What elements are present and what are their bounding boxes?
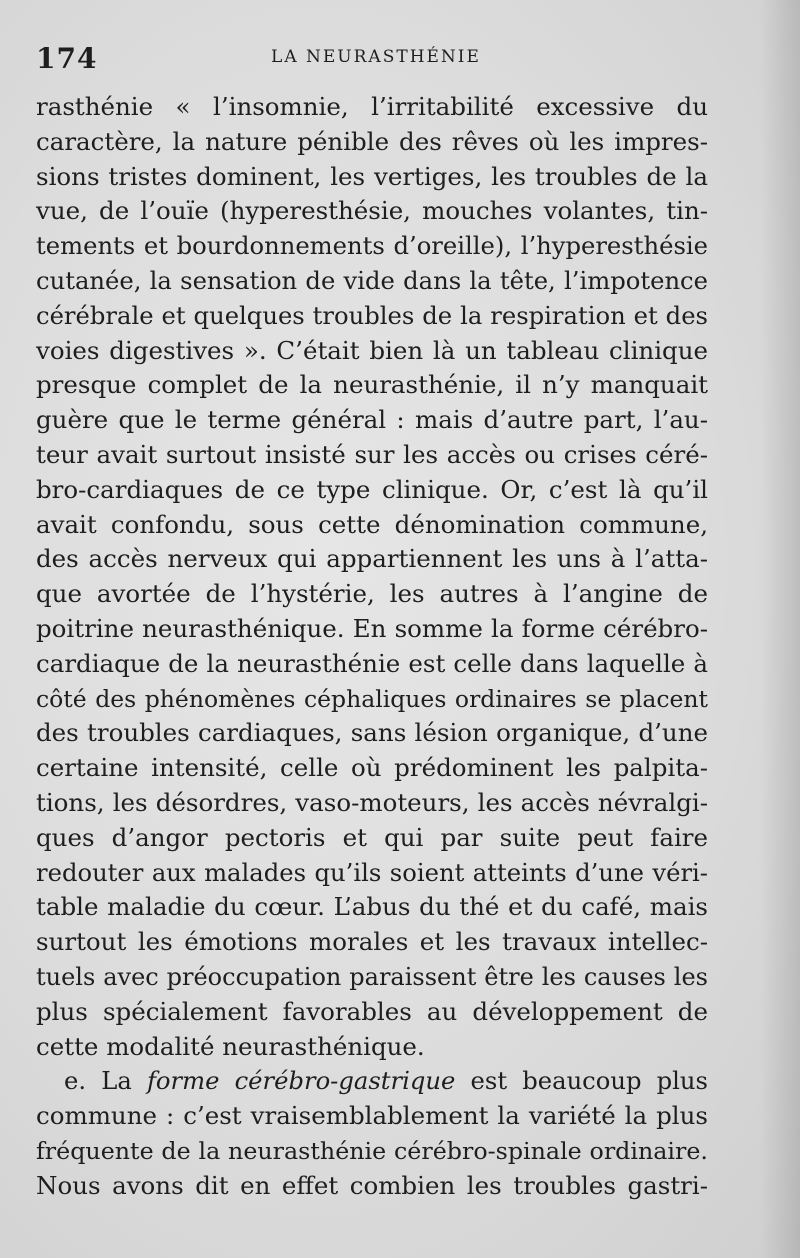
- text-line: avait confondu, sous cette dénomination commune,: [36, 509, 708, 539]
- running-header: [36, 42, 716, 78]
- text-line: certaine intensité, celle où prédominent les palpita-: [36, 753, 708, 783]
- text-line: poitrine neurasthénique. En somme la forme cérébro-: [36, 613, 708, 643]
- text-line: table maladie du cœur. L’abus du thé et du café, mais: [36, 892, 708, 922]
- section-first-line-rest: est beaucoup plus: [470, 1066, 708, 1096]
- section-e-heading-line: [36, 1064, 708, 1099]
- paragraph-last-line: cette modalité neurasthénique.: [36, 1031, 425, 1061]
- text-line: des troubles cardiaques, sans lésion organique, d’une: [36, 718, 708, 748]
- text-line: cérébrale et quelques troubles de la respiration et des: [36, 300, 708, 330]
- text-line: tuels avec préoccupation paraissent être les causes les: [36, 962, 708, 991]
- text-line: redouter aux malades qu’ils soient atteints d’une véri-: [36, 857, 708, 887]
- page-number: 174: [36, 42, 98, 75]
- text-line: cutanée, la sensation de vide dans la tête, l’impotence: [36, 265, 708, 295]
- section-article: La: [101, 1066, 132, 1096]
- text-line: voies digestives ». C’était bien là un tableau clinique: [36, 335, 708, 365]
- text-line: tements et bourdonnements d’oreille), l’hyperesthésie: [36, 231, 708, 261]
- text-line: bro-cardiaques de ce type clinique. Or, c’est là qu’il: [36, 474, 708, 504]
- text-line: guère que le terme général : mais d’autre part, l’au-: [36, 405, 708, 435]
- running-title: LA NEURASTHÉNIE: [271, 47, 481, 67]
- text-line: surtout les émotions morales et les travaux intellec-: [36, 927, 708, 957]
- text-line: Nous avons dit en effet combien les troubles gastri-: [36, 1170, 708, 1200]
- text-line: fréquente de la neurasthénie cérébro-spinale ordinaire.: [36, 1136, 708, 1165]
- section-letter: e.: [64, 1066, 87, 1096]
- text-line: cardiaque de la neurasthénie est celle dans laquelle à: [36, 648, 708, 678]
- text-line: sions tristes dominent, les vertiges, les troubles de la: [36, 161, 708, 191]
- body-text: [36, 90, 708, 1204]
- text-line: vue, de l’ouïe (hyperesthésie, mouches volantes, tin-: [36, 196, 708, 226]
- text-line: que avortée de l’hystérie, les autres à l’angine de: [36, 579, 708, 609]
- text-line: rasthénie « l’insomnie, l’irritabilité excessive du: [36, 92, 708, 121]
- text-line: ques d’angor pectoris et qui par suite peut faire: [36, 822, 708, 852]
- text-line: teur avait surtout insisté sur les accès ou crises céré-: [36, 439, 708, 469]
- text-line: tions, les désordres, vaso-moteurs, les accès névralgi-: [36, 787, 708, 817]
- text-line: côté des phénomènes céphaliques ordinaires se placent: [36, 684, 708, 713]
- section-title-italic: forme cérébro-gastrique: [146, 1066, 456, 1096]
- text-line: caractère, la nature pénible des rêves où les impres-: [36, 126, 708, 156]
- text-line: commune : c’est vraisemblablement la variété la plus: [36, 1101, 708, 1131]
- text-line: des accès nerveux qui appartiennent les uns à l’atta-: [36, 544, 708, 574]
- text-line: presque complet de la neurasthénie, il n’y manquait: [36, 370, 708, 400]
- text-line: plus spécialement favorables au développement de: [36, 996, 708, 1026]
